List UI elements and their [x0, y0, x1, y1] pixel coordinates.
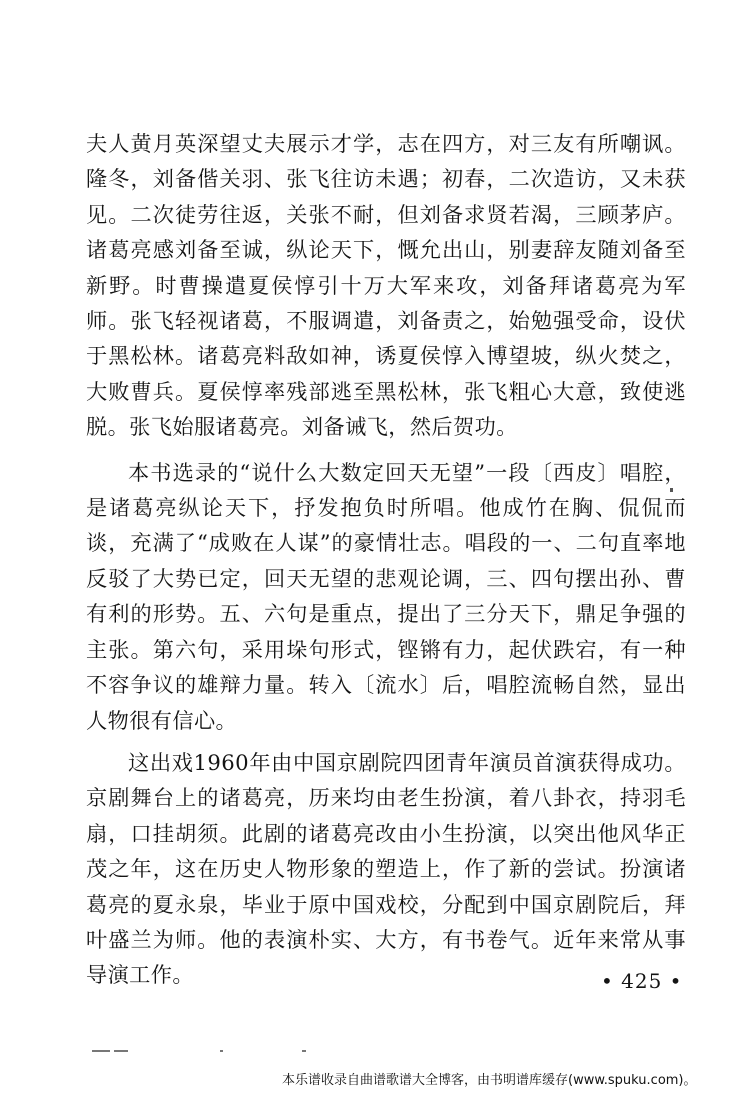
paragraph-performance-history: 这出戏1960年由中国京剧院四团青年演员首演获得成功。京剧舞台上的诸葛亮，历来均由老生扮演，着八卦衣，持羽毛扇，口挂胡须。此剧的诸葛亮改由小生扮演，以突出他风华正茂之年，这在历史人物形象的塑造上，作了新的尝试。扮演诸葛亮的夏永泉，毕业于原中国戏校，分配到中国京剧院后，拜叶盛兰为师。他的表演朴实、大方，有书卷气。近年来常从事导演工作。: [86, 749, 686, 988]
source-watermark-note: 本乐谱收录自曲谱歌谱大全博客，由书明谱库缓存(www.spuku.com)。: [282, 1073, 697, 1088]
scan-mark: [220, 1050, 223, 1052]
paragraph-synopsis: 夫人黄月英深望丈夫展示才学，志在四方，对三友有所嘲讽。隆冬，刘备偕关羽、张飞往访未遇；初春，二次造访，又未获见。二次徒劳往返，关张不耐，但刘备求贤若渴，三顾茅庐。诸葛亮感刘备至诚，纵论天下，慨允出山，别妻辞友随刘备至新野。时曹操遣夏侯惇引十万大军来攻，刘备拜诸葛亮为军师。张飞轻视诸葛，不服调遣，刘备责之，始勉强受命，设伏于黑松林。诸葛亮料敌如神，诱夏侯惇入博望坡，纵火焚之，大败曹兵。夏侯惇率残部逃至黑松林，张飞粗心大意，致使逃脱。张飞始服诸葛亮。刘备诫飞，然后贺功。: [86, 131, 686, 440]
paragraph-aria-analysis: 本书选录的“说什么大数定回天无望”一段〔西皮〕唱腔，是诸葛亮纵论天下，抒发抱负时所唱。他成竹在胸、侃侃而谈，充满了“成败在人谋”的豪情壮志。唱段的一、二句直率地反驳了大势已定，回天无望的悲观论调，三、四句摆出孙、曹有利的形势。五、六句是重点，提出了三分天下，鼎足争强的主张。第六句，采用垛句形式，铿锵有力，起伏跌宕，有一种不容争议的雄辩力量。转入〔流水〕后，唱腔流畅自然，显出人物很有信心。: [86, 459, 686, 733]
page-number: • 425 •: [601, 969, 683, 993]
body-text: [86, 126, 686, 993]
scan-mark: [114, 1050, 128, 1052]
scan-mark: [302, 1050, 306, 1052]
scan-mark: [92, 1050, 110, 1052]
scan-artifacts: [92, 1050, 392, 1056]
